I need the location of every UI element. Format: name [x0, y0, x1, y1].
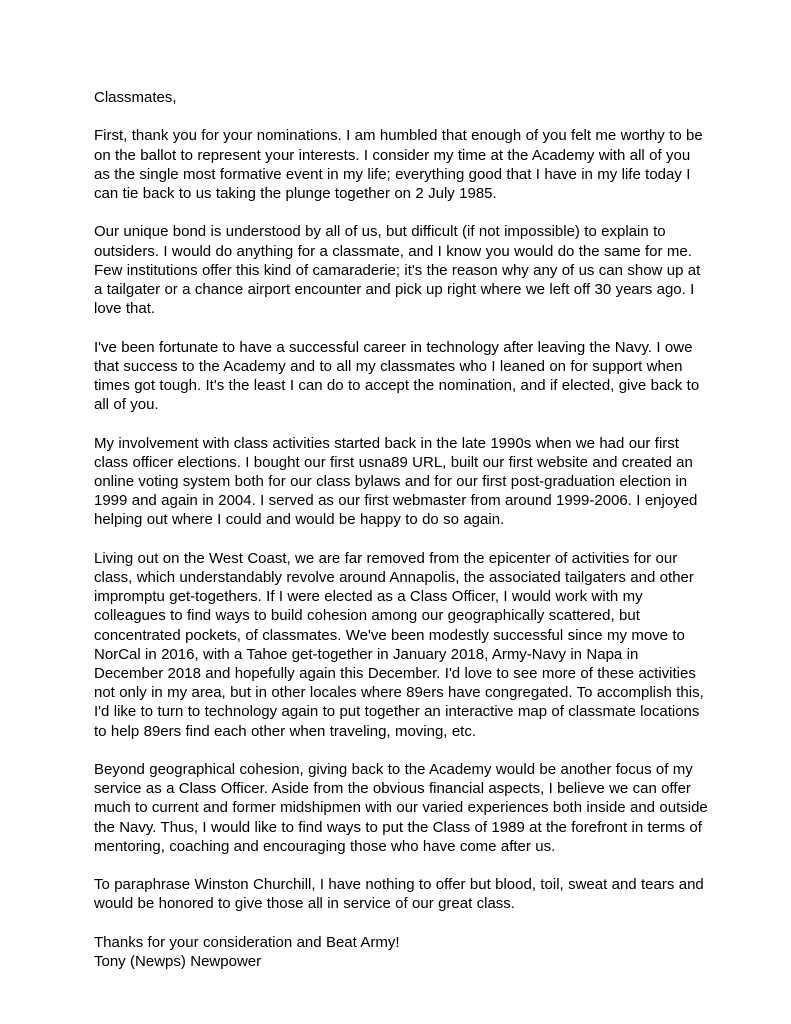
- paragraph: To paraphrase Winston Churchill, I have nothing to offer but blood, toil, sweat and tears and would be honored to give those all in service of our great class.: [94, 876, 704, 913]
- paragraph: Beyond geographical cohesion, giving back to the Academy would be another focus of my service as a Class Officer. Aside from the obvious financial aspects, I believe we can offer much to current and former midshipmen with our varied experiences both inside and outside the Navy. Thus, I would like to find ways to put the Class of 1989 at the forefront in terms of mentoring, coaching and encouraging those who have come after us.: [94, 761, 708, 855]
- signature-line: Tony (Newps) Newpower: [94, 953, 262, 971]
- closing-line: Thanks for your consideration and Beat Army!: [94, 933, 400, 951]
- paragraph: Living out on the West Coast, we are far removed from the epicenter of activities for our class, which understandably revolve around Annapolis, the associated tailgaters and other impromptu get-togethers. If I were elected as a Class Officer, I would work with my colleagues to find ways to build cohesion among our geographically scattered, but concentrated pockets, of classmates. We've been modestly successful since my move to NorCal in 2016, with a Tahoe get-together in January 2018, Army-Navy in Napa in December 2018 and hopefully again this December. I'd love to see more of these activities not only in my area, but in other locales where 89ers have congregated. To accomplish this, I'd like to turn to technology again to put together an interactive map of classmate locations to help 89ers find each other when traveling, moving, etc.: [94, 549, 704, 740]
- paragraph: My involvement with class activities started back in the late 1990s when we had our first class officer elections. I bought our first usna89 URL, built our first website and created an online voting system both for our class bylaws and for our first post-graduation election in 1999 and again in 2004. I served as our first webmaster from around 1999-2006. I enjoyed helping out where I could and would be happy to do so again.: [94, 434, 698, 529]
- paragraph: Our unique bond is understood by all of us, but difficult (if not impossible) to explain to outsiders. I would do anything for a classmate, and I know you would do the same for me. Few institutions offer this kind of camaraderie; it's the reason why any of us can show up at a tailgater or a chance airport encounter and pick up right where we left off 30 years ago. I love that.: [94, 223, 701, 318]
- letter-body: [94, 88, 710, 971]
- paragraph: I've been fortunate to have a successful career in technology after leaving the Navy. I owe that success to the Academy and to all my classmates who I leaned on for support when times got tough. It's the least I can do to accept the nomination, and if elected, give back to all of you.: [94, 338, 700, 414]
- salutation: Classmates,: [94, 89, 177, 106]
- paragraph: First, thank you for your nominations. I am humbled that enough of you felt me worthy to be on the ballot to represent your interests. I consider my time at the Academy with all of you as the single most formative event in my life; everything good that I have in my life today I can tie back to us taking the plunge together on 2 July 1985.: [94, 127, 703, 202]
